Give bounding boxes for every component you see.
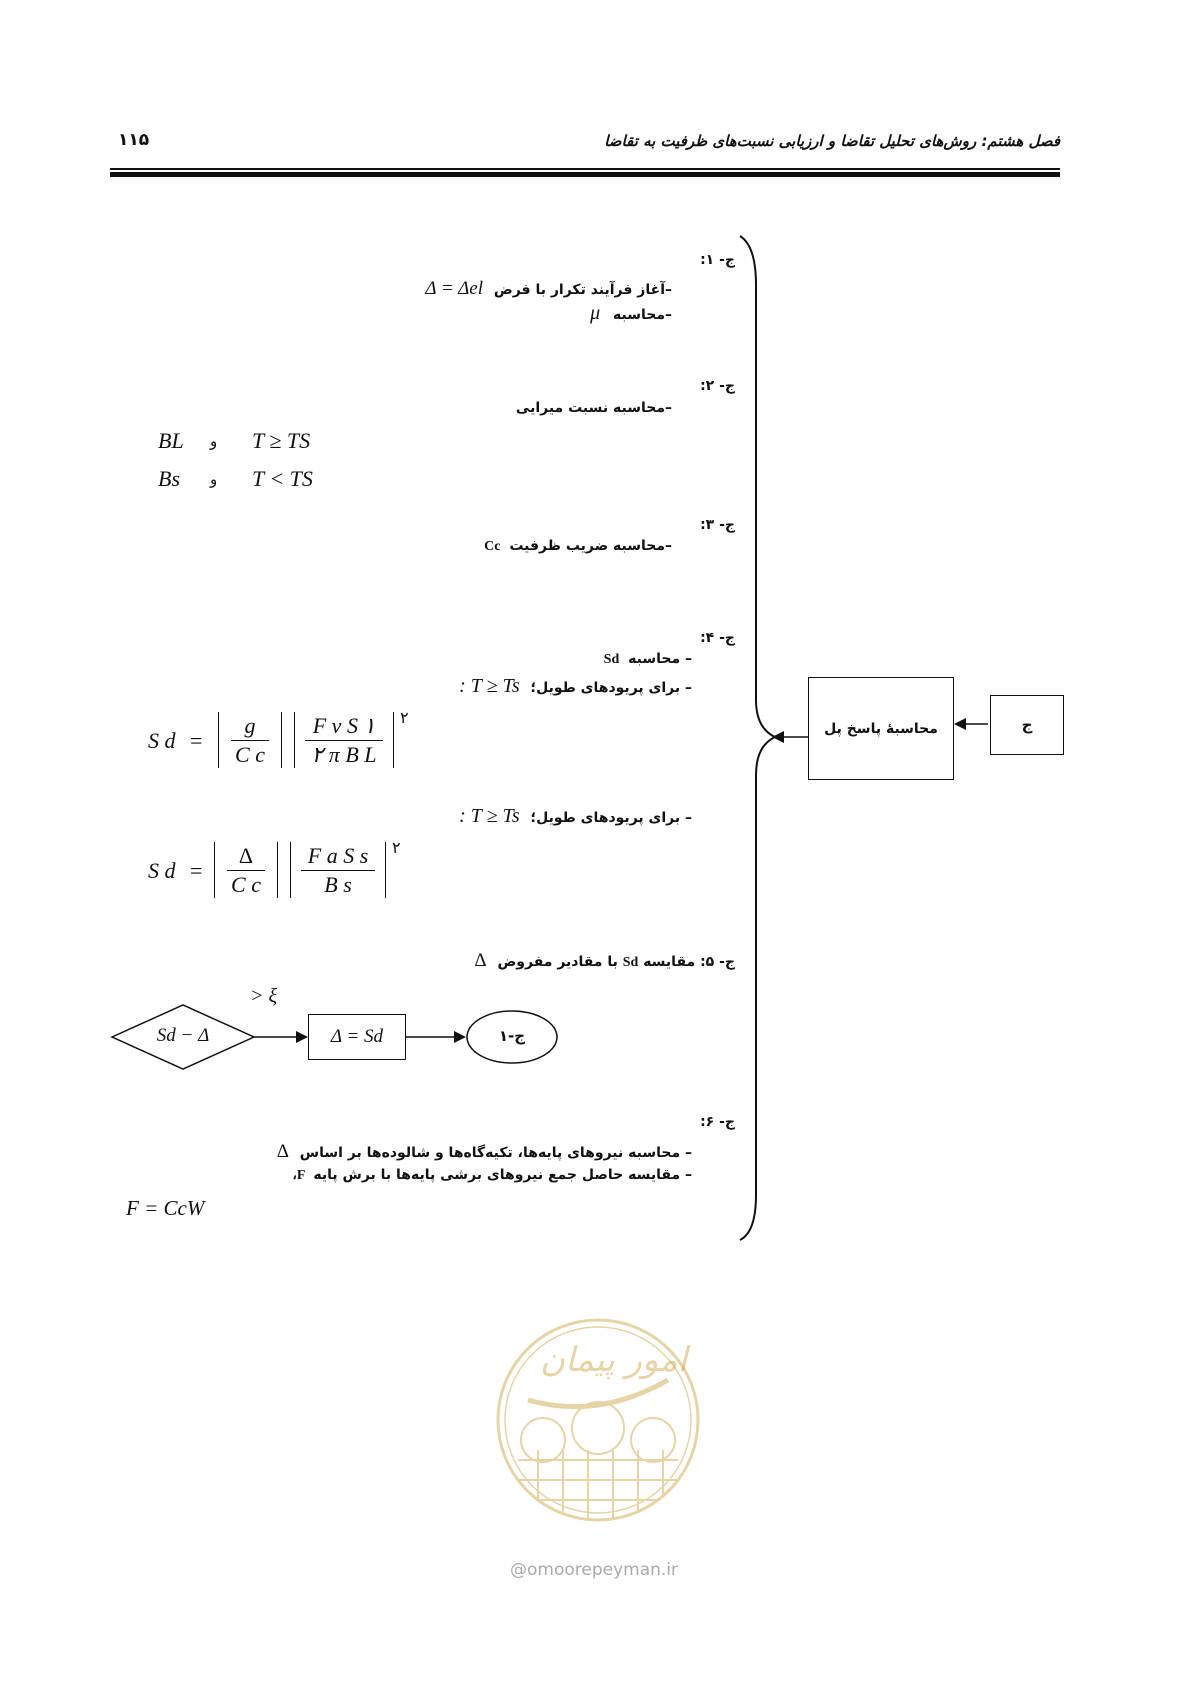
eq2-f2-num: F a S s [307,843,369,868]
eq2-f2-den: B s [324,872,352,897]
step-5-math: Δ [474,950,487,971]
step-4-line-1-text: – محاسبه [628,651,692,667]
equation-sd-long [148,712,428,772]
step-6-line-2-sym: F، [292,1168,306,1183]
step-4-line-3-math: : T ≥ Ts [459,805,520,827]
eq1-f2-den: ۲ π B L [311,742,377,767]
eq2-fraction-2 [290,842,386,898]
step-1-line-2 [590,302,672,325]
step-1-line-1 [425,278,672,300]
eq1-lhs: S d [148,728,176,753]
watermark-site [510,1560,678,1580]
step-2-cond-2-left: Bs [158,466,180,491]
step-3-line-1-text: –محاسبه ضریب ظرفیت [509,538,672,554]
step-5-text: مقایسه [643,954,696,970]
step-2-line-1: –محاسبه نسبت میرایی [515,400,672,416]
input-box-label: ج [1021,716,1033,734]
step-5-label: ج- ۵: [700,954,735,970]
watermark-site-text: omoorepeyman.ir [527,1560,679,1580]
step-5-assign-box [308,1014,406,1060]
eq1-fraction-2 [294,712,394,768]
step-4-label: ج- ۴: [700,630,735,646]
step-6-label: ج- ۶: [700,1114,735,1130]
watermark-at-icon: @ [510,1560,527,1580]
page-number: ۱۱۵ [118,130,150,150]
step-3-line-1-sym: Cc [484,539,501,554]
step-5-rest: با مقادیر مفروض [497,954,618,970]
step-1-line-2-text: –محاسبه [613,307,672,323]
input-box [990,695,1064,755]
eq2-equals: = [190,858,203,883]
step-3-line-1 [484,538,672,555]
equation-sd-short [148,842,428,902]
step-2-cond-1-and: و [210,432,218,450]
step-1-line-2-math: μ [590,302,601,324]
step-6-formula: F = CcW [126,1196,205,1220]
eq1-f2-num: F v S ۱ [312,713,376,738]
eq2-f1-bar [227,870,265,871]
eq1-f2-bar [305,740,383,741]
eq2-f1-den: C c [231,872,261,897]
step-2-cond-1-left: BL [158,428,184,453]
eq2-f2-bar [301,870,375,871]
eq1-equals: = [190,728,203,753]
eq1-f1-bar [231,740,269,741]
chapter-title: فصل هشتم: روش‌های تحلیل تقاضا و ارزیابی نسبت‌های ظرفیت به تقاضا [604,132,1060,150]
step-6-line-2-text: – مقایسه حاصل جمع نیروهای برشی پایه‌ها با برش پایه [313,1167,692,1183]
eq1-fraction-1 [218,712,282,768]
step-6-line-2 [292,1167,692,1184]
step-1-label: ج- ۱: [700,252,735,268]
step-4-line-2 [459,675,692,698]
step-6-line-1-text: – محاسبه نیروهای پایه‌ها، تکیه‌گاه‌ها و شالوده‌ها بر اساس [299,1145,692,1161]
step-5-condition: > ξ [250,985,278,1007]
eq2-power: ۲ [392,840,401,857]
eq2-lhs: S d [148,858,176,883]
step-4-line-2-text: – برای پریودهای طویل؛ [530,680,692,696]
step-1-line-1-text: –آغاز فرآیند تکرار با فرض [493,282,672,298]
bridge-response-box [808,677,954,780]
step-1-line-1-math: Δ = Δel [425,278,484,299]
steps-brace [740,236,775,1240]
eq1-f1-num: g [244,713,256,738]
step-4-line-2-math: : T ≥ Ts [459,675,520,697]
step-5-line [474,950,735,972]
step-5-assign-label: Δ = Sd [330,1026,384,1047]
eq1-f1-den: C c [235,742,265,767]
eq2-f1-num: Δ [238,843,254,868]
step-4-line-1 [604,651,692,668]
step-5-diamond-label: Sd − Δ [156,1025,210,1046]
eq2-fraction-1 [214,842,278,898]
step-5-sym: Sd [622,955,639,970]
watermark-logo-text: امور پیمان [540,1340,688,1380]
step-3-label: ج- ۳: [700,517,735,533]
eq1-power: ۲ [400,710,409,727]
step-4-line-3 [459,805,692,828]
step-4-line-3-text: – برای پریودهای طویل؛ [530,810,692,826]
bridge-response-label: محاسبهٔ پاسخ پل [824,720,938,737]
step-2-cond-2-and: و [210,470,218,488]
step-2-label: ج- ۲: [700,378,735,394]
step-2-cond-1-right: T ≥ TS [252,428,311,453]
step-6-line-1-math: Δ [276,1141,289,1162]
step-5-goto-label: ج-۱ [498,1027,526,1045]
step-2-cond-2-right: T < TS [252,466,313,491]
step-6-line-1 [277,1141,692,1163]
step-4-line-1-sym: Sd [603,652,620,667]
